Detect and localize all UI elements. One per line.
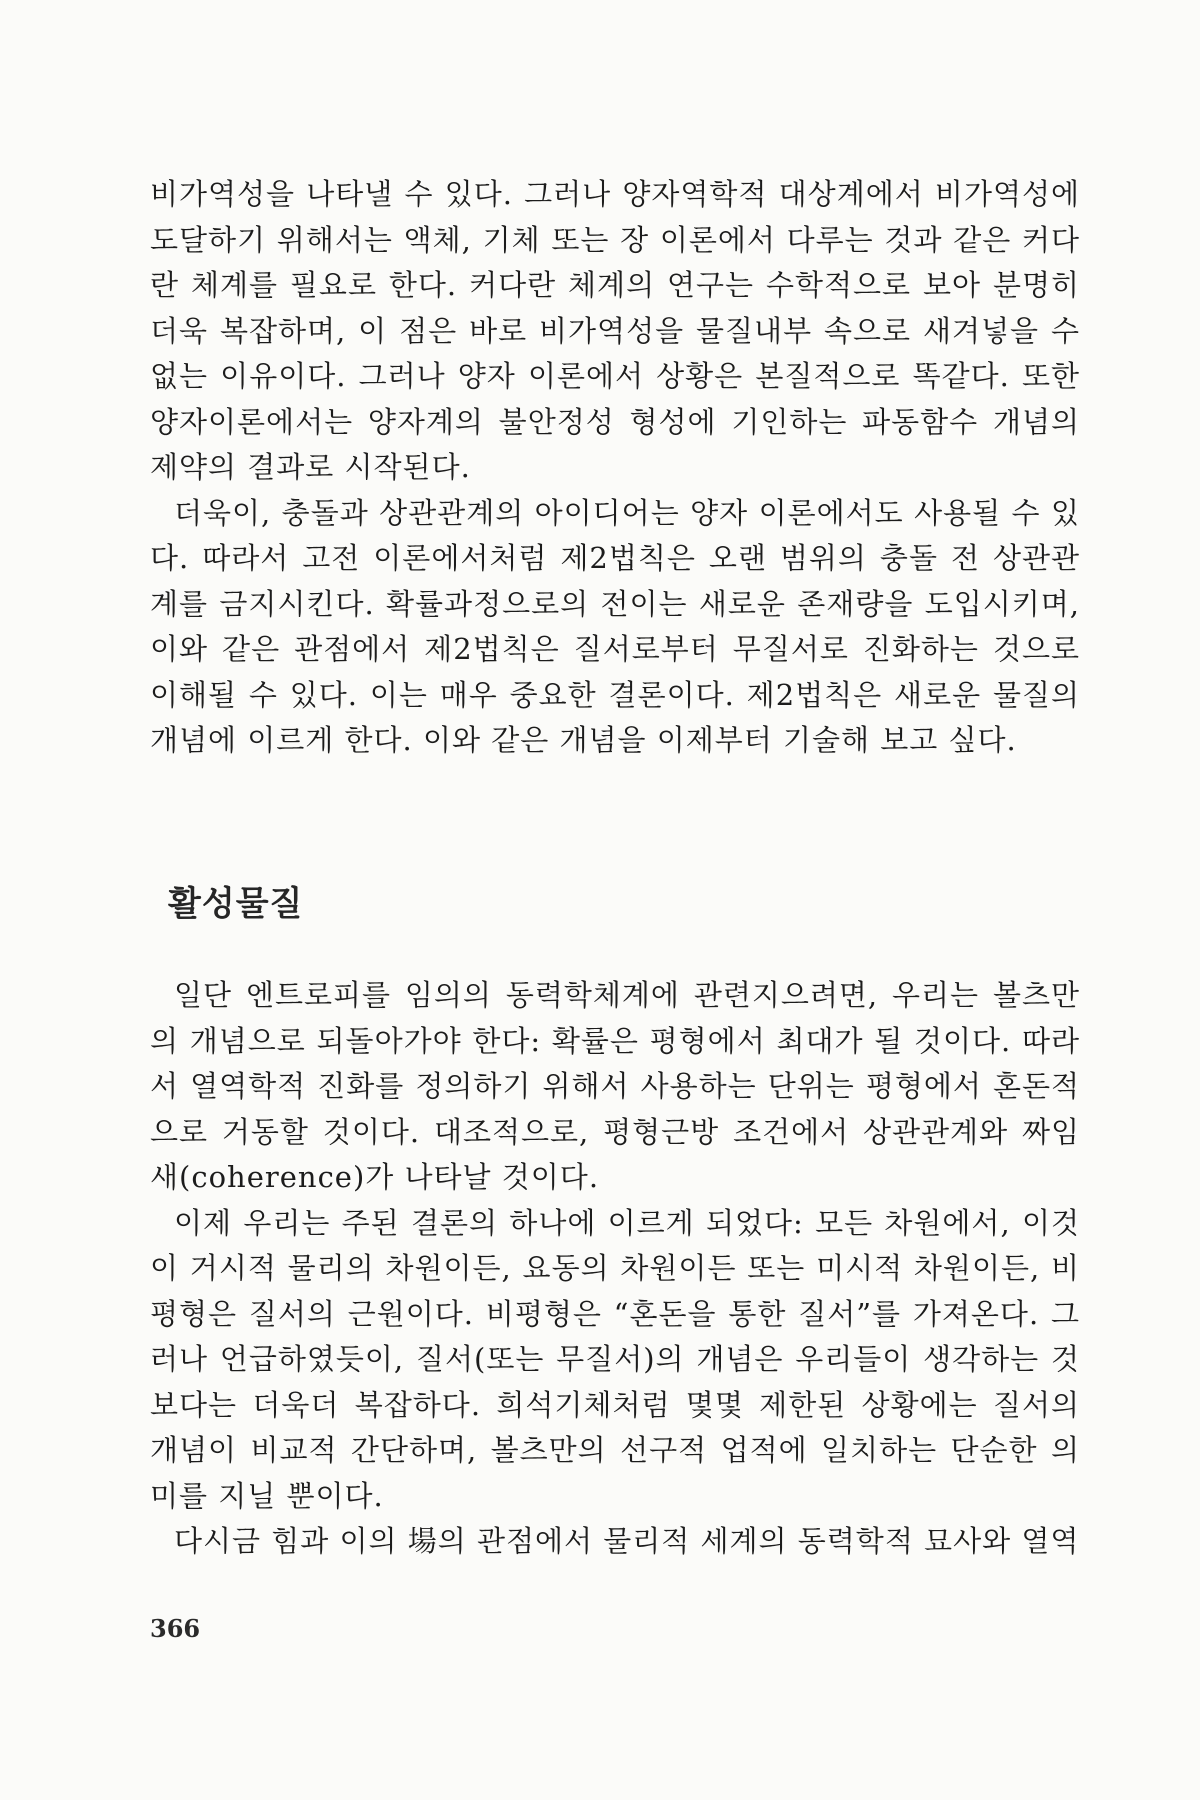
paragraph: 더욱이, 충돌과 상관관계의 아이디어는 양자 이론에서도 사용될 수 있다. 따라서 고전 이론에서처럼 제2법칙은 오랜 범위의 충돌 전 상관관계를 금지시킨다. 확률과정으로의 전이는 새로운 존재량을 도입시키며, 이와 같은 관점에서 제2법칙은 질서로부터 무질서로 진화하는 것으로 이해될 수 있다. 이는 매우 중요한 결론이다. 제2법칙은 새로운 물질의 개념에 이르게 한다. 이와 같은 개념을 이제부터 기술해 보고 싶다. [150,495,1080,757]
paragraph: 다시금 힘과 이의 場의 관점에서 물리적 세계의 동력학적 묘사와 열역 [174,1524,1080,1558]
paragraph: 이제 우리는 주된 결론의 하나에 이르게 되었다: 모든 차원에서, 이것이 거시적 물리의 차원이든, 요동의 차원이든 또는 미시적 차원이든, 비평형은 질서의 근원이다. 비평형은 “혼돈을 통한 질서”를 가져온다. 그러나 언급하였듯이, 질서(또는 무질서)의 개념은 우리들이 생각하는 것보다는 더욱더 복잡하다. 희석기체처럼 몇몇 제한된 상황에는 질서의 개념이 비교적 간단하며, 볼츠만의 선구적 업적에 일치하는 단순한 의미를 지닐 뿐이다. [150,1205,1080,1513]
section-heading: 활성물질 [168,884,304,924]
paragraph: 일단 엔트로피를 임의의 동력학체계에 관련지으려면, 우리는 볼츠만의 개념으로 되돌아가야 한다: 확률은 평형에서 최대가 될 것이다. 따라서 열역학적 진화를 정의하기 위해서 사용하는 단위는 평형에서 혼돈적으로 거동할 것이다. 대조적으로, 평형근방 조건에서 상관관계와 짜임새(coherence)가 나타날 것이다. [150,978,1080,1194]
body-text-section-2 [150,973,1080,1565]
page-number: 366 [150,1614,201,1643]
body-text-section-1 [150,172,1080,764]
paragraph: 비가역성을 나타낼 수 있다. 그러나 양자역학적 대상계에서 비가역성에 도달하기 위해서는 액체, 기체 또는 장 이론에서 다루는 것과 같은 커다란 체계를 필요로 한다. 커다란 체계의 연구는 수학적으로 보아 분명히 더욱 복잡하며, 이 점은 바로 비가역성을 물질내부 속으로 새겨넣을 수 없는 이유이다. 그러나 양자 이론에서 상황은 본질적으로 똑같다. 또한 양자이론에서는 양자계의 불안정성 형성에 기인하는 파동함수 개념의 제약의 결과로 시작된다. [150,177,1080,484]
